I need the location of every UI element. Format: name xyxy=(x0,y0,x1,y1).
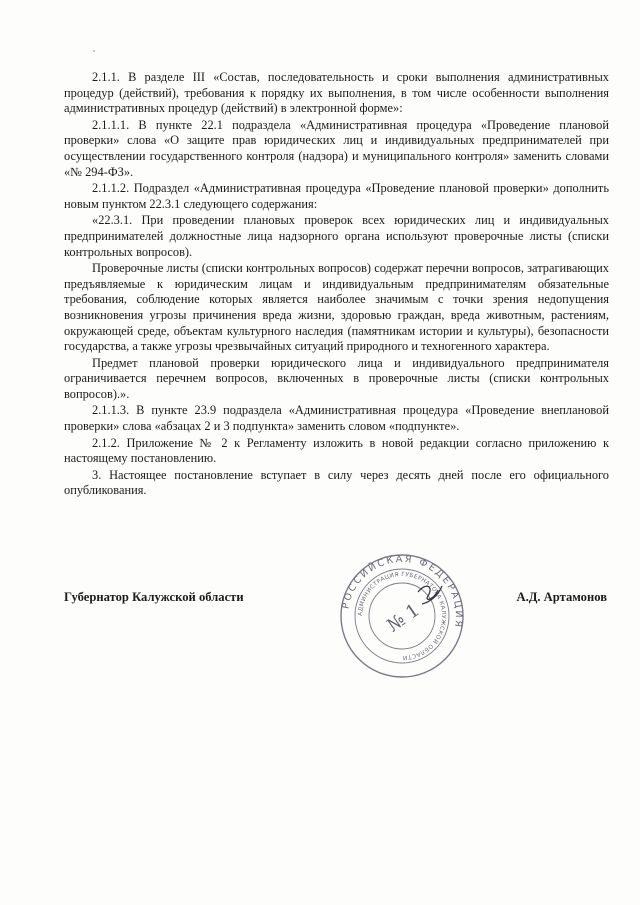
stamp-inner-ring-text: АДМИНИСТРАЦИЯ ГУБЕРНАТОРА КАЛУЖСКОЙ ОБЛАСТИ xyxy=(357,571,447,661)
paragraph-2-1-2: 2.1.2. Приложение № 2 к Регламенту изложить в новой редакции согласно приложению к настоящему постановлению. xyxy=(64,435,609,466)
paragraph-checklists: Проверочные листы (списки контрольных вопросов) содержат перечни вопросов, затрагивающих предъявляемые к юридическим лицам и индивидуальным предпринимателям обязательные требования, соблюдение которых является наиболее значимым с точки зрения недопущения возникновения угрозы причинения вреда жизни, здоровью граждан, вреда животным, растениям, окружающей среде, объектам культурного наследия (памятникам истории и культуры), безопасности государства, а также угрозы чрезвычайных ситуаций природного и техногенного характера. xyxy=(64,261,609,354)
signatory-position: Губернатор Калужской области xyxy=(64,590,244,604)
paragraph-3: 3. Настоящее постановление вступает в силу через десять дней после его официального опубликования. xyxy=(64,467,609,498)
document-body xyxy=(64,70,609,499)
paragraph-2-1-1-2: 2.1.1.2. Подраздел «Административная процедура «Проведение плановой проверки» дополнить новым пунктом 22.3.1 следующего содержания: xyxy=(64,181,609,211)
signature-block xyxy=(64,590,609,610)
paragraph-22-3-1: «22.3.1. При проведении плановых проверок всех юридических лиц и индивидуальных предпринимателей должностные лица надзорного органа используют проверочные листы (списки контрольных вопросов). xyxy=(64,213,609,259)
paragraph-2-1-1-1: 2.1.1.1. В пункте 22.1 подраздела «Административная процедура «Проведение плановой проверки» слова «О защите прав юридических лиц и индивидуальных предпринимателей при осуществлении государственного контроля (надзора) и муниципального контроля» заменить словами «№ 294-ФЗ». xyxy=(64,117,609,179)
paragraph-2-1-1-3: 2.1.1.3. В пункте 23.9 подраздела «Административная процедура «Проведение внеплановой проверки» слова «абзацах 2 и 3 подпункта» заменить словом «подпункте». xyxy=(64,403,609,434)
paragraph-2-1-1: 2.1.1. В разделе III «Состав, последовательность и сроки выполнения административных процедур (действий), требования к порядку их выполнения, в том числе особенности выполнения административных процедур (действий) в электронной форме»: xyxy=(64,70,609,116)
stamp-outer-ring-text: РОССИЙСКАЯ ФЕДЕРАЦИЯ xyxy=(340,553,465,630)
signatory-name: А.Д. Артамонов xyxy=(516,590,607,604)
paragraph-inspection-subject: Предмет плановой проверки юридического лица и индивидуального предпринимателя ограничивается перечнем вопросов, включенных в проверочные листы (списки контрольных вопросов).». xyxy=(64,355,609,401)
official-seal-stamp xyxy=(338,552,466,680)
scan-speck xyxy=(93,50,95,52)
stamp-number: № 1 xyxy=(383,599,424,637)
